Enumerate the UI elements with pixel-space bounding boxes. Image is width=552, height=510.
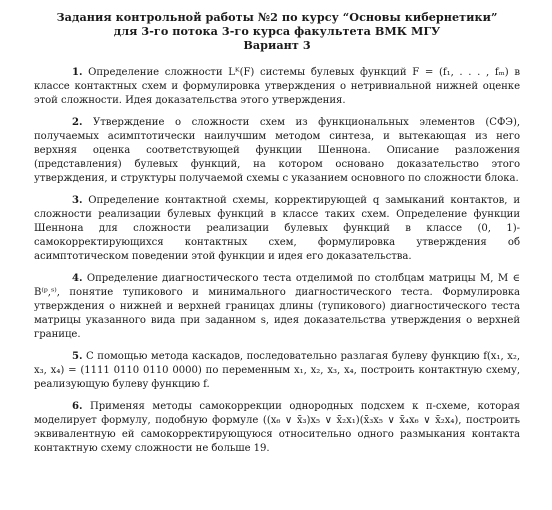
task-number: 5. [72, 351, 83, 362]
document-header [34, 10, 520, 52]
task-number: 4. [72, 273, 83, 284]
task-text: Определение диагностического теста отделимой по столбцам матрицы M, M ∈ B⁽ᵖ,ˢ⁾, понятие тупикового и минимального диагностического теста. Формулировка утверждения о нижней и верхней границах длины (тупикового) диагностического теста матрицы указанного вида при заданном s, идея доказательства утверждения о верхней границе. [34, 273, 520, 340]
header-subtitle: для 3-го потока 3-го курса факультета ВМК МГУ [113, 24, 441, 38]
task-5 [34, 350, 520, 392]
task-number: 1. [72, 67, 83, 78]
task-number: 2. [72, 117, 83, 128]
header-title: Задания контрольной работы №2 по курсу “Основы кибернетики” [56, 10, 498, 24]
task-1 [34, 66, 520, 108]
task-text: Определение контактной схемы, корректирующей q замыканий контактов, и сложности реализации булевых функций в классе таких схем. Определение функции Шеннона для сложности реализации булевых функций в классе (0, 1)-самокорректирующихся контактных схем, формулировка утверждения об асимптотическом поведении этой функции и идея его доказательства. [34, 195, 520, 262]
task-text: С помощью метода каскадов, последовательно разлагая булеву функцию f(x₁, x₂, x₃, x₄) = (1111 0110 0110 0000) по переменным x₁, x₂, x₃, x₄, построить контактную схему, реализующую булеву функцию f. [34, 351, 520, 390]
task-3 [34, 194, 520, 264]
task-number: 6. [72, 401, 83, 412]
task-number: 3. [72, 195, 83, 206]
task-text: Определение сложности Lᴷ(F) системы булевых функций F = (f₁, . . . , fₘ) в классе контактных схем и формулировка утверждения о нетривиальной нижней оценке этой сложности. Идея доказательства этого утверждения. [34, 67, 520, 106]
task-text: Утверждение о сложности схем из функциональных элементов (СФЭ), получаемых асимптотически наилучшим методом синтеза, и вытекающая из него верхняя оценка соответствующей функции Шеннона. Описание разложения (представления) булевых функций, на котором основано доказательство этого утверждения, и структуры получаемой схемы с указанием основного по сложности блока. [34, 117, 520, 184]
header-variant: Вариант 3 [243, 38, 311, 52]
task-6 [34, 400, 520, 456]
task-2 [34, 116, 520, 186]
task-text: Применяя методы самокоррекции однородных подсхем к π-схеме, которая моделирует формулу, подобную формуле ((x₆ ∨ x̄₃)x₅ ∨ x̄₂x₁)(x̄₃x₅ ∨ x̄₄x₆ ∨ x̄₂x₄), построить эквивалентную ей самокорректирующуюся относительно одного размыкания контакта контактную схему сложности не больше 19. [34, 401, 520, 454]
task-4 [34, 272, 520, 342]
